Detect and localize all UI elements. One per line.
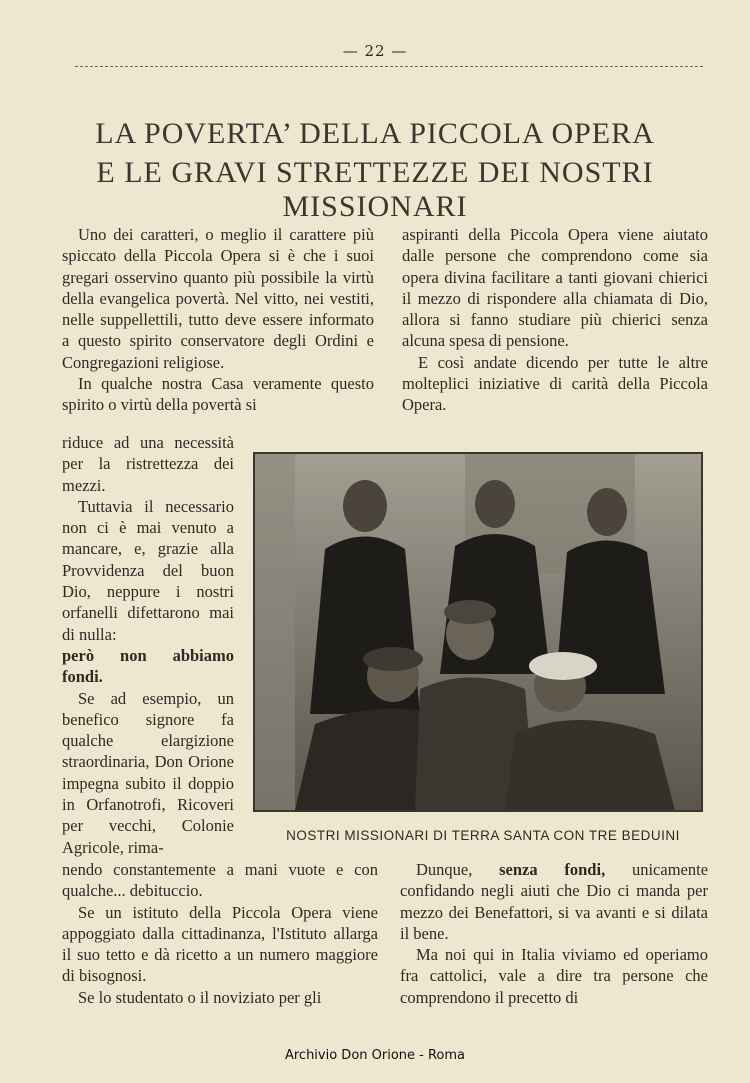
archive-footer: Archivio Don Orione - Roma bbox=[284, 1048, 466, 1063]
paragraph: Ma noi qui in Italia viviamo ed operiamo fra cattolici, vale a dire tra persone che comprendono il precetto di bbox=[400, 945, 708, 1007]
right-column-bottom bbox=[400, 859, 708, 1008]
paragraph: Se lo studentato o il noviziato per gli bbox=[78, 987, 322, 1007]
bold-text: però non abbiamo fondi. bbox=[62, 645, 234, 687]
paragraph: aspiranti della Piccola Opera viene aiutato dalle persone che comprendono come sia opera divina facilitare a tanti giovani chierici il mezzo di rispondere alla chiamata di Dio, allora si fanno studiare più chierici senza alcuna spesa di pensione. bbox=[402, 225, 708, 351]
page-number: — 22 — bbox=[342, 42, 408, 60]
paragraph: Se un istituto della Piccola Opera viene appoggiato dalla cittadinanza, l'Istituto allarga il suo tetto e dà ricetto a un numero maggiore di bisognosi. bbox=[62, 902, 378, 986]
missionaries-photo bbox=[253, 452, 703, 812]
paragraph: nendo constantemente a mani vuote e con qualche... debituccio. bbox=[62, 860, 378, 901]
text-span: unicamente confidando negli aiuti che Dio ci manda per mezzo dei Benefattori, si va avanti e si dilata il bene. bbox=[400, 860, 709, 943]
emphasis bbox=[62, 645, 234, 688]
paragraph: In qualche nostra Casa veramente questo spirito o virtù della povertà si bbox=[62, 374, 374, 415]
left-column-bottom bbox=[62, 859, 378, 1008]
text-span: Dunque, bbox=[416, 860, 473, 879]
page-title-line-2: E LE GRAVI STRETTEZZE DEI NOSTRI MISSIONARI bbox=[96, 156, 654, 223]
bold-text: senza fondi, bbox=[499, 860, 606, 879]
paragraph bbox=[400, 859, 708, 944]
right-column-top bbox=[402, 224, 708, 416]
paragraph: riduce ad una necessità per la ristrettezza dei mezzi. bbox=[62, 433, 234, 495]
page-title-line-1: LA POVERTA’ DELLA PICCOLA OPERA bbox=[95, 117, 655, 150]
photo-illustration bbox=[255, 454, 701, 810]
paragraph: Uno dei caratteri, o meglio il carattere più spiccato della Piccola Opera si è che i suoi gregari osservino quanto più possibile la virtù della evangelica povertà. Nel vitto, nei vestiti, nelle suppellettili, tutto deve essere informato a questo spirito conservatore degli Ordini e Congregazioni religiose. bbox=[62, 225, 374, 372]
left-column-narrow bbox=[62, 432, 234, 858]
paragraph: Se ad esempio, un benefico signore fa qualche elargizione straordinaria, Don Orione impegna subito il doppio in Orfanotrofi, Ricoveri per vecchi, Colonie Agricole, rima- bbox=[62, 688, 234, 857]
paragraph: E così andate dicendo per tutte le altre molteplici iniziative di carità della Piccola Opera. bbox=[402, 352, 708, 415]
paragraph: Tuttavia il necessario non ci è mai venuto a mancare, e, grazie alla Provvidenza del buon Dio, neppure i nostri orfanelli difettarono mai di nulla: bbox=[62, 496, 234, 644]
header-rule bbox=[75, 66, 703, 67]
photo-caption: NOSTRI MISSIONARI DI TERRA SANTA CON TRE BEDUINI bbox=[286, 828, 680, 843]
left-column-top bbox=[62, 224, 374, 416]
